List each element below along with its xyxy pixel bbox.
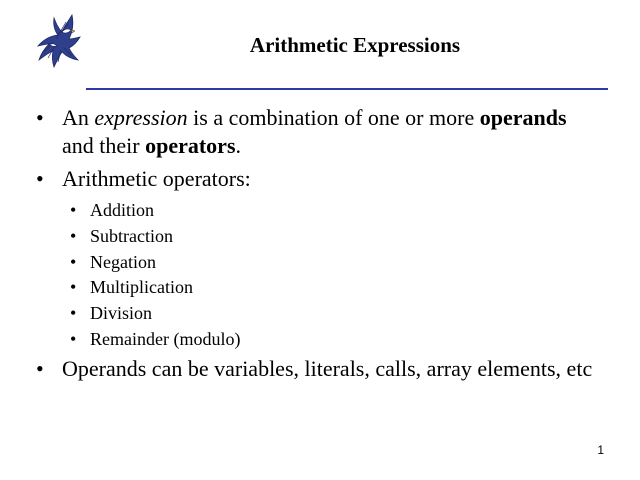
sub-bullet-negation: • Negation — [70, 250, 596, 276]
bullet-dot: • — [70, 328, 77, 349]
sub-bullet-remainder: • Remainder (modulo) — [70, 327, 596, 353]
bullet-text: Arithmetic operators: — [62, 166, 251, 191]
bullet-dot: • — [70, 200, 77, 220]
bullet-dot: • — [70, 303, 77, 324]
title-divider — [86, 88, 608, 90]
sub-bullet-addition: • Addition — [70, 198, 596, 224]
bullet-operands — [36, 355, 596, 383]
bullet-dot: • — [70, 277, 77, 298]
emphasis-operands: operands — [479, 105, 567, 130]
bullet-text: Operands can be variables, literals, calls, array elements, etc — [62, 355, 593, 381]
operator-list — [36, 198, 596, 353]
slide-body — [36, 104, 596, 388]
bullet-expression-definition — [36, 104, 596, 160]
bullet-dot: • — [36, 355, 44, 381]
sub-bullet-subtraction: • Subtraction — [70, 224, 596, 250]
sub-bullet-multiplication: • Multiplication — [70, 275, 596, 301]
bullet-text: An expression is a combination of one or more operands and their operators. — [62, 105, 567, 158]
bullet-dot: • — [36, 166, 44, 191]
emphasis-operators: operators — [145, 133, 236, 158]
bullet-dot: • — [36, 105, 44, 130]
emphasis-expression: expression — [94, 105, 188, 130]
slide-title: Arithmetic Expressions — [249, 33, 461, 57]
sub-bullet-division: • Division — [70, 301, 596, 327]
bullet-dot: • — [70, 225, 77, 246]
page-number: 1 — [597, 443, 604, 457]
bullet-arithmetic-operators — [36, 165, 596, 193]
bullet-dot: • — [70, 251, 77, 272]
